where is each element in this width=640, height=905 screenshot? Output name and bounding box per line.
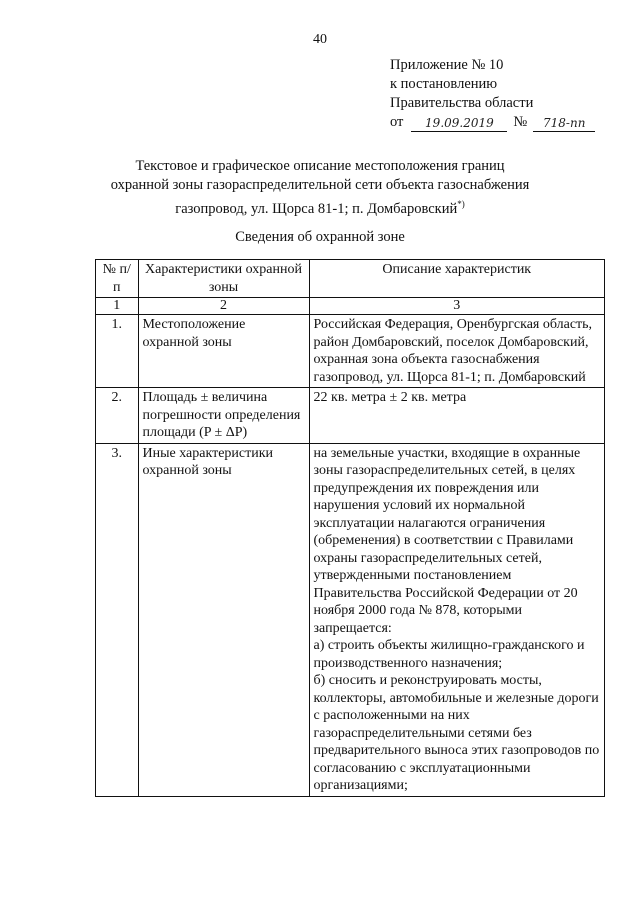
index-cell-3: 3 [309,298,604,315]
appendix-line-3: Правительства области [390,95,534,111]
title-line-1: Текстовое и графическое описание местоположения границ [135,158,505,174]
header-number: № п/п [96,260,139,298]
index-cell-1: 1 [96,298,139,315]
zone-info-table [95,259,605,797]
header-characteristics: Характеристики охранной зоны [138,260,309,298]
header-description: Описание характеристик [309,260,604,298]
title-line-3-text: газопровод, ул. Щорса 81-1; п. Домбаровский [175,200,458,217]
section-title: Сведения об охранной зоне [235,229,405,245]
row-description: 22 кв. метра ± 2 кв. метра [309,388,604,444]
row-number: 2. [96,388,139,444]
row-characteristic: Местоположение охранной зоны [138,315,309,388]
title-line-2: охранной зоны газораспределительной сети объекта газоснабжения [110,177,530,193]
table-row [96,443,605,796]
from-label: от [390,114,404,130]
handwritten-date: 19.09.2019 [411,116,507,132]
table-header-row [96,260,605,298]
document-title [70,157,570,219]
description-paragraph: на земельные участки, входящие в охранные зоны газораспределительных сетей, в целях предупреждения их повреждения или нарушения условий их нормальной эксплуатации налагаются ограничения (обременения) в соответствии с Правилами охраны газораспределительных сетей, утвержденными постановлением Правительства Российской Федерации от 20 ноября 2000 года № 878, которыми запрещается: [313,445,581,636]
page-number: 40 [313,32,327,47]
description-item-b: б) сносить и реконструировать мосты, коллекторы, автомобильные и железные дороги с расположенными на них газораспределительными сетями без предварительного выноса этих газопроводов по согласованию с эксплуатационными организациями; [313,673,600,793]
number-label: № [513,114,528,130]
row-number: 1. [96,315,139,388]
appendix-block [390,56,630,132]
row-description: Российская Федерация, Оренбургская область, район Домбаровский, поселок Домбаровский, охранная зона объекта газоснабжения газопровод, ул. Щорса 81-1; п. Домбаровский [309,315,604,388]
row-number: 3. [96,443,139,796]
index-cell-2: 2 [138,298,309,315]
table-index-row [96,298,605,315]
description-item-a: а) строить объекты жилищно-гражданского и производственного назначения; [313,638,585,671]
handwritten-number: 718-пп [533,116,595,132]
row-characteristic: Иные характеристики охранной зоны [138,443,309,796]
table-row [96,388,605,444]
appendix-line-2: к постановлению [390,76,498,92]
appendix-date-line [390,113,630,132]
row-characteristic: Площадь ± величина погрешности определения площади (P ± ΔP) [138,388,309,444]
row-description [309,443,604,796]
footnote-mark: *) [457,199,465,209]
table-row [96,315,605,388]
appendix-line-1: Приложение № 10 [390,57,504,73]
title-line-3 [70,195,570,219]
